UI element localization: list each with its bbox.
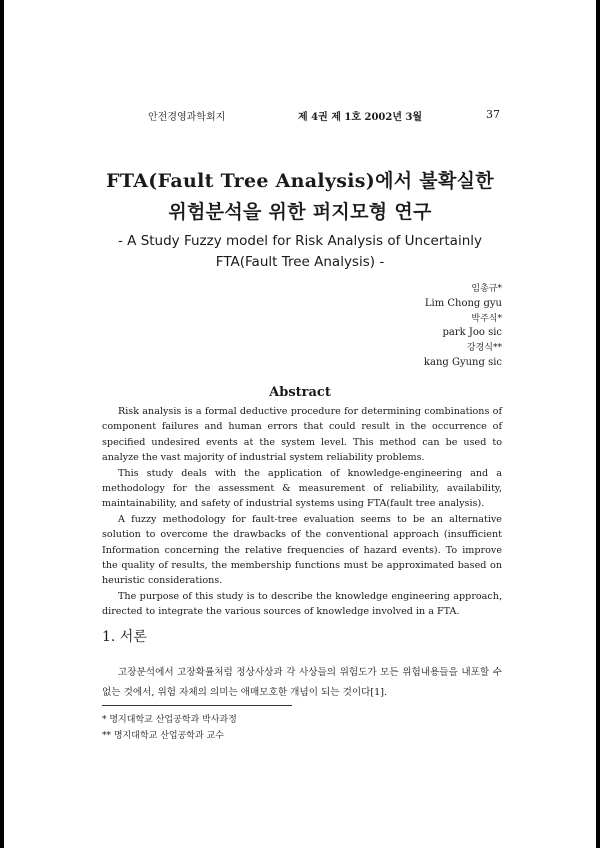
author-list bbox=[424, 282, 502, 371]
footnote-2: ** 명지대학교 산업공학과 교수 bbox=[102, 731, 224, 741]
journal-name: 안전경영과학회지 bbox=[148, 112, 226, 123]
abstract-paragraph-1: Risk analysis is a formal deductive procedure for determining combinations of component failures and human errors that could result in the occurrence of specified undesired events at the system level. This method can be used to analyze the vast majority of industrial system reliability problems. bbox=[102, 406, 502, 464]
author-3-korean: 강경식** bbox=[466, 343, 502, 354]
section-body-paragraph: 고장분석에서 고장확률처럼 정상사상과 각 사상들의 위험도가 모든 위험내용들을 내포할 수 없는 것에서, 위험 자체의 의미는 애매모호한 개념이 되는 것이다[1]. bbox=[102, 667, 502, 698]
issue-info: 제 4권 제 1호 2002년 3월 bbox=[298, 112, 423, 123]
author-2-korean: 박주식* bbox=[471, 313, 502, 324]
footnote-divider bbox=[102, 705, 292, 706]
footnote-1: * 명지대학교 산업공학과 박사과정 bbox=[102, 715, 237, 725]
author-1-korean: 임총규* bbox=[471, 284, 502, 294]
section-heading-introduction: 1. 서론 bbox=[102, 629, 147, 645]
author-3-english: kang Gyung sic bbox=[423, 356, 502, 368]
abstract-heading: Abstract bbox=[269, 385, 331, 400]
paper-subtitle bbox=[0, 231, 600, 273]
page-number: 37 bbox=[486, 108, 500, 121]
title-line-2: 위험분석을 위한 퍼지모형 연구 bbox=[168, 201, 432, 223]
subtitle-line-1: - A Study Fuzzy model for Risk Analysis of Uncertainly bbox=[118, 233, 482, 249]
running-header bbox=[0, 108, 600, 124]
subtitle-line-2: FTA(Fault Tree Analysis) - bbox=[215, 254, 385, 270]
abstract-paragraph-4: The purpose of this study is to describe the knowledge engineering approach, directed to integrate the various sources of knowledge involved in a FTA. bbox=[102, 590, 502, 618]
title-line-1: FTA(Fault Tree Analysis)에서 불확실한 bbox=[106, 170, 494, 192]
abstract-paragraph-3: A fuzzy methodology for fault-tree evaluation seems to be an alternative solution to overcome the drawbacks of the conventional approach (insufficient Information concerning the relative frequencies of hazard events). To improve the quality of results, the membership functions must be approximated based on heuristic considerations. bbox=[102, 513, 502, 587]
paper-title bbox=[0, 166, 600, 228]
author-2-english: park Joo sic bbox=[442, 327, 502, 339]
abstract-body bbox=[102, 404, 502, 620]
author-1-english: Lim Chong gyu bbox=[424, 297, 502, 309]
abstract-paragraph-2: This study deals with the application of knowledge-engineering and a methodology for the assessment & measurement of reliability, availability, maintainability, and safety of industrial systems using FTA(fault tree analysis). bbox=[102, 467, 502, 510]
